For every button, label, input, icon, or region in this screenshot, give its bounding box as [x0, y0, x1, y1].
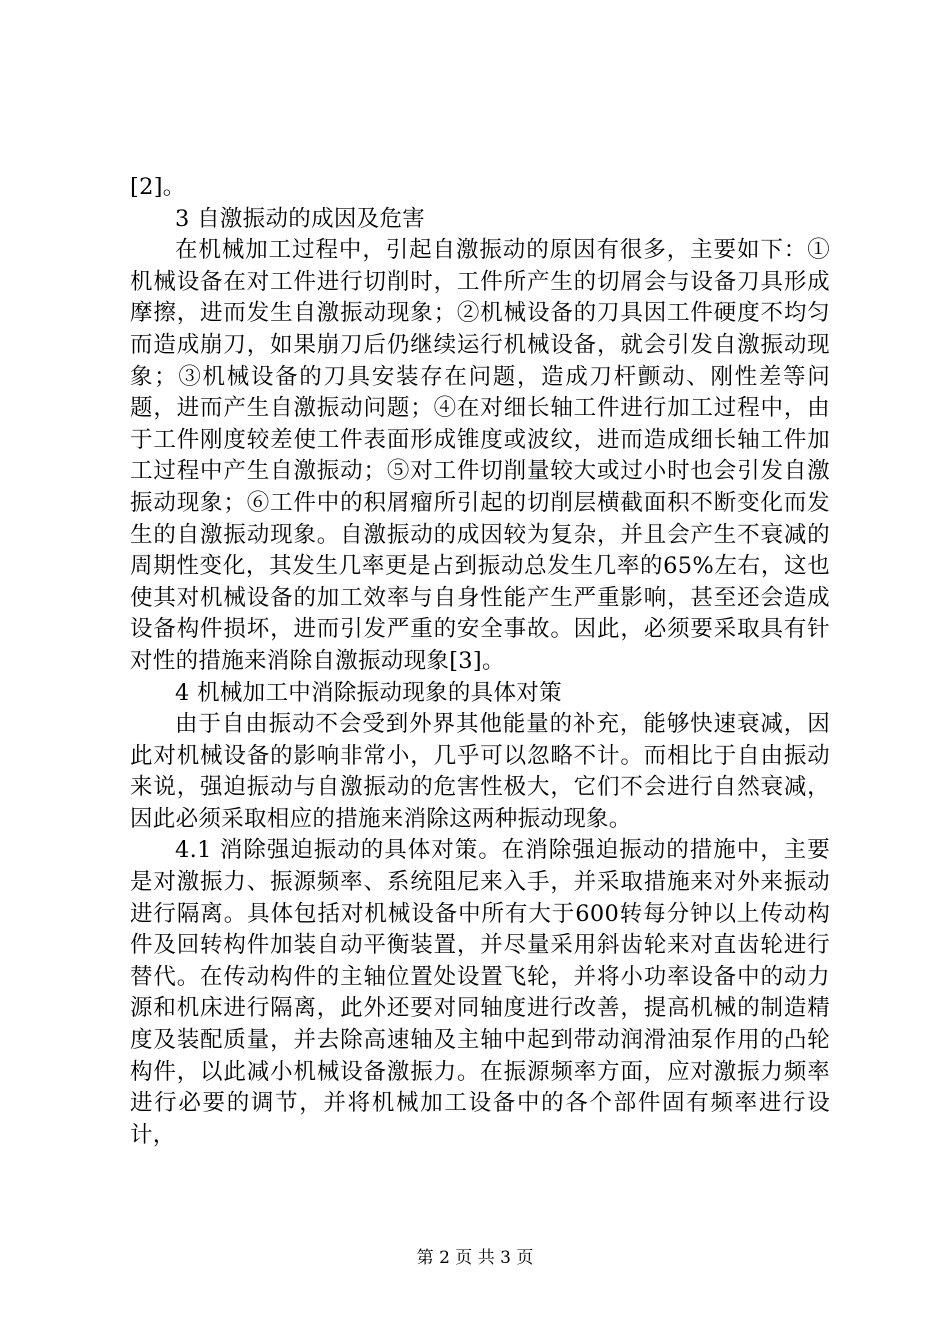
page-footer: 第 2 页 共 3 页: [416, 1248, 534, 1268]
paragraph-forced-vibration-measures: 4.1 消除强迫振动的具体对策。在消除强迫振动的措施中，主要是对激振力、振源频率、系统阻尼来入手，并采取措施来对外来振动进行隔离。具体包括对机械设备中所有大于600转每分钟以上传动构件及回转构件加装自动平衡装置，并尽量采用斜齿轮来对直齿轮进行替代。在传动构件的主轴位置处设置飞轮，并将小功率设备中的动力源和机床进行隔离，此外还要对同轴度进行改善，提高机械的制造精度及装配质量，并去除高速轴及主轴中起到带动润滑油泵作用的凸轮构件，以此减小机械设备激振力。在振源频率方面，应对激振力频率进行必要的调节，并将机械加工设备中的各个部件固有频率进行设计，: [130, 837, 830, 1148]
paragraph-free-vibration: 由于自由振动不会受到外界其他能量的补充，能够快速衰减，因此对机械设备的影响非常小，几乎可以忽略不计。而相比于自由振动来说，强迫振动与自激振动的危害性极大，它们不会进行自然衰减，因此必须采取相应的措施来消除这两种振动现象。: [130, 711, 830, 832]
paragraph-citation-tail: [2]。: [130, 174, 186, 200]
section-heading-4: 4 机械加工中消除振动现象的具体对策: [175, 679, 562, 706]
paragraph-self-excited-causes: 在机械加工过程中，引起自激振动的原因有很多，主要如下：①机械设备在对工件进行切削时，工件所产生的切屑会与设备刀具形成摩擦，进而发生自激振动现象；②机械设备的刀具因工件硬度不均匀而造成崩刀，如果崩刀后仍继续运行机械设备，就会引发自激振动现象；③机械设备的刀具安装存在问题，造成刀杆颤动、刚性差等问题，进而产生自激振动问题；④在对细长轴工件进行加工过程中，由于工件刚度较差使工件表面形成锥度或波纹，进而造成细长轴工件加工过程中产生自激振动；⑤对工件切削量较大或过小时也会引发自激振动现象；⑥工件中的积屑瘤所引起的切削层横截面积不断变化而发生的自激振动现象。自激振动的成因较为复杂，并且会产生不衰减的周期性变化，其发生几率更是占到振动总发生几率的65%左右，这也使其对机械设备的加工效率与自身性能产生严重影响，甚至还会造成设备构件损坏，进而引发严重的安全事故。因此，必须要采取具有针对性的措施来消除自激振动现象[3]。: [130, 237, 830, 674]
section-heading-3: 3 自激振动的成因及危害: [175, 205, 426, 232]
body-text: [130, 172, 830, 1151]
